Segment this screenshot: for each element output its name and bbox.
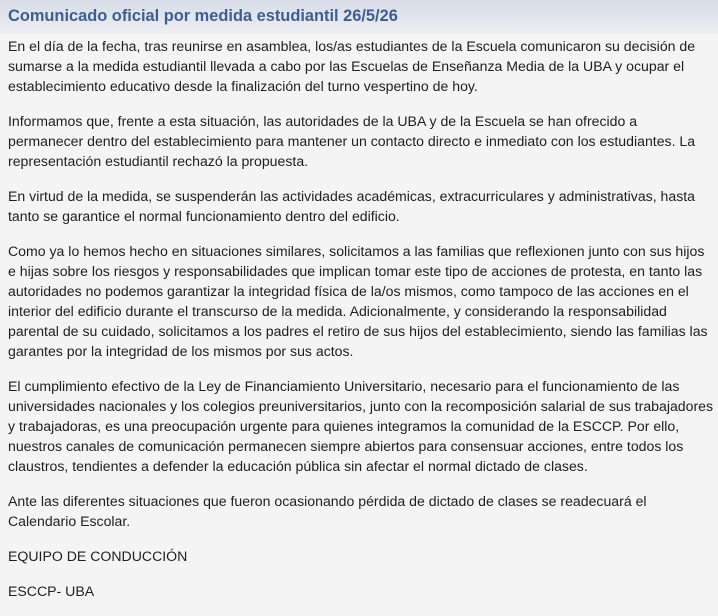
page-title: Comunicado oficial por medida estudiantil 26/5/26 bbox=[8, 7, 398, 25]
paragraph-suspension: En virtud de la medida, se suspenderán las actividades académicas, extracurriculares y administrativas, hasta tanto se garantice el normal funcionamiento dentro del edificio. bbox=[8, 188, 696, 224]
paragraph-authorities-offer: Informamos que, frente a esta situación, las autoridades de la UBA y de la Escuela se han ofrecido a permanecer dentro del establecimiento para mantener un contacto directo e inmediato con los estudiantes. La representación estudiantil rechazó la propuesta. bbox=[8, 113, 696, 169]
paragraph-assembly-decision: En el día de la fecha, tras reunirse en asamblea, los/as estudiantes de la Escuela comunicaron su decisión de sumarse a la medida estudiantil llevada a cabo por las Escuelas de Enseñanza Media de la UBA y ocupar el establecimiento educativo desde la finalización del turno vespertino de hoy. bbox=[8, 38, 696, 94]
paragraph-families-request: Como ya lo hemos hecho en situaciones similares, solicitamos a las familias que reflexionen junto con sus hijos e hijas sobre los riesgos y responsabilidades que implican tomar este tipo de acciones de protesta, en tanto las autoridades no podemos garantizar la integridad física de la/os mismos, como tampoco de las acciones en el interior del edificio durante el transcurso de la medida. Adicionalmente, y considerando la responsabilidad parental de su cuidado, solicitamos a los padres el retiro de sus hijos del establecimiento, siendo las familias las garantes por la integridad de los mismos por sus actos. bbox=[8, 243, 708, 359]
title-bar bbox=[0, 0, 718, 34]
paragraph-financing-law: El cumplimiento efectivo de la Ley de Financiamiento Universitario, necesario para el funcionamiento de las universidades nacionales y los colegios preuniversitarios, junto con la recomposición salarial de sus trabajadores y trabajadoras, es una preocupación urgente para quienes integramos la comunidad de la ESCCP. Por ello, nuestros canales de comunicación permanecen siempre abiertos para consensuar acciones, entre todos los claustros, tendientes a defender la educación pública sin afectar el normal dictado de clases. bbox=[8, 378, 714, 474]
signature-organization: ESCCP- UBA bbox=[8, 583, 95, 599]
paragraph-school-calendar: Ante las diferentes situaciones que fueron ocasionando pérdida de dictado de clases se readecuará el Calendario Escolar. bbox=[8, 493, 647, 529]
announcement-body bbox=[8, 36, 714, 616]
signature-team: EQUIPO DE CONDUCCIÓN bbox=[8, 548, 188, 564]
